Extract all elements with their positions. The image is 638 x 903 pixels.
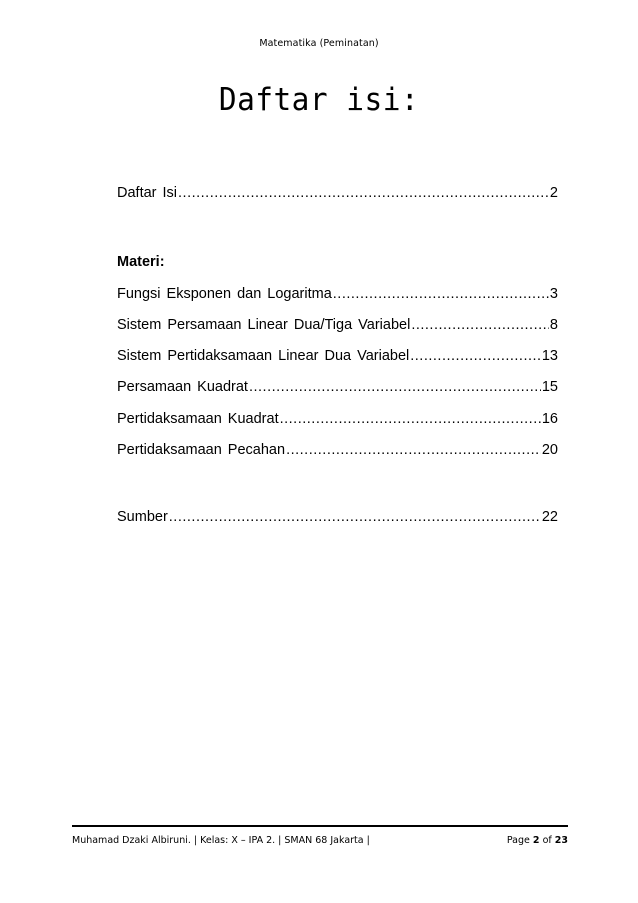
- toc-entry-page: 16: [541, 411, 558, 427]
- toc-dot-leader: [410, 347, 541, 365]
- current-page: 2: [532, 835, 540, 846]
- page-of: of: [542, 835, 552, 846]
- toc-entry-page: 3: [549, 286, 558, 302]
- toc-entry-page: 15: [541, 379, 558, 395]
- toc-entry-label: Persamaan Kuadrat: [117, 379, 248, 395]
- running-header: Matematika (Peminatan): [259, 38, 379, 49]
- toc-entry-page: 13: [541, 348, 558, 364]
- toc-entry-label: Pertidaksamaan Kuadrat: [117, 411, 279, 427]
- page-title: Daftar isi:: [218, 82, 420, 118]
- toc-entry-label: Daftar Isi: [117, 185, 178, 201]
- footer-divider: [72, 825, 568, 827]
- toc-dot-leader: [286, 441, 541, 459]
- toc-entry-label: Pertidaksamaan Pecahan: [117, 442, 286, 458]
- toc-entry-materi: [117, 410, 558, 428]
- toc-entry-materi: [117, 378, 558, 396]
- toc-entry-page: 22: [541, 509, 558, 525]
- toc-dot-leader: [280, 410, 541, 428]
- materi-heading: Materi:: [117, 254, 165, 270]
- toc-entry-daftar-isi: [117, 184, 558, 202]
- toc-entry-label: Sumber: [117, 509, 168, 525]
- toc-dot-leader: [178, 184, 549, 202]
- footer-author-info: Muhamad Dzaki Albiruni. | Kelas: X – IPA 2. | SMAN 68 Jakarta |: [72, 835, 370, 846]
- footer-page-number: [507, 835, 568, 846]
- toc-entry-label: Sistem Persamaan Linear Dua/Tiga Variabel: [117, 317, 411, 333]
- toc-dot-leader: [169, 508, 541, 526]
- toc-entry-materi: [117, 441, 558, 459]
- toc-dot-leader: [333, 285, 549, 303]
- total-pages: 23: [554, 835, 568, 846]
- toc-entry-page: 2: [549, 185, 558, 201]
- toc-entry-materi: [117, 347, 558, 365]
- toc-dot-leader: [249, 378, 541, 396]
- toc-entry-label: Fungsi Eksponen dan Logaritma: [117, 286, 332, 302]
- toc-entry-materi: [117, 285, 558, 303]
- page-prefix: Page: [506, 835, 530, 846]
- toc-entry-label: Sistem Pertidaksamaan Linear Dua Variabel: [117, 348, 410, 364]
- toc-entry-page: 20: [541, 442, 558, 458]
- toc-dot-leader: [411, 316, 549, 334]
- toc-entry-materi: [117, 316, 558, 334]
- toc-entry-page: 8: [549, 317, 558, 333]
- toc-entry-sumber: [117, 508, 558, 526]
